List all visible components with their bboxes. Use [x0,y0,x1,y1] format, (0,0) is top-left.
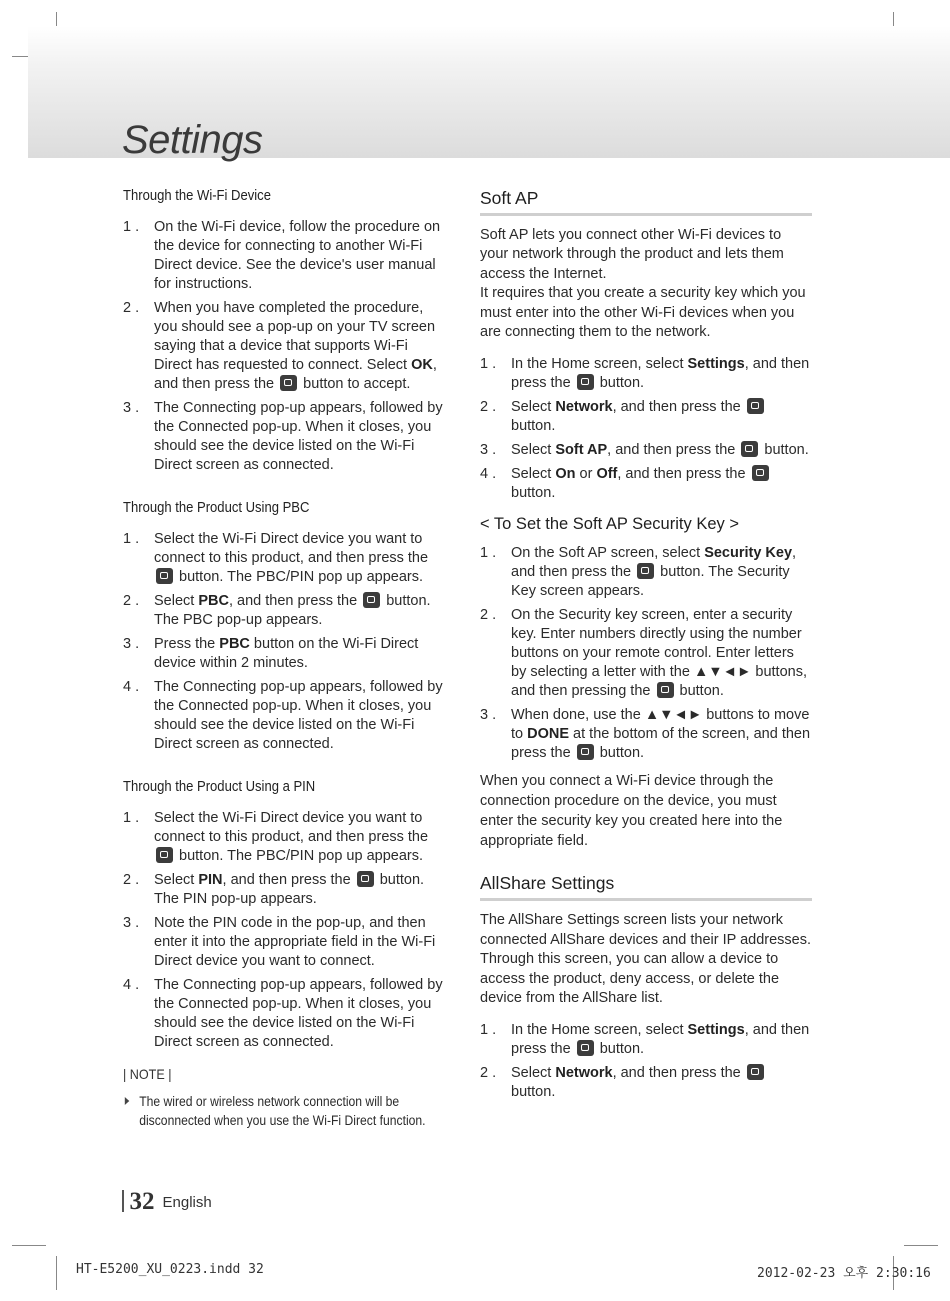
list-item [480,398,812,436]
step-text: Select the Wi-Fi Direct device you want to connect to this product, and then press the [154,810,429,845]
crop-mark [12,1245,46,1246]
step-number: 3 . [123,400,140,416]
note [123,1092,463,1130]
list-item [123,530,449,587]
step-text: , and then press the [154,357,437,392]
list-item [480,441,812,460]
paragraph: When you connect a Wi-Fi device through the connection procedure on the device, you must enter the security key you created here into the appropriate field. [480,773,783,850]
step-number: 1 . [480,1022,497,1039]
step-text: button. The PBC pop-up appears. [154,593,431,628]
keyword: On [555,466,576,483]
list-item [480,1021,812,1059]
keyword: Soft AP [555,442,608,459]
step-text: button. The Security Key screen appears. [511,564,790,600]
step-text: button to accept. [299,376,411,392]
step-text: , and then press the [511,356,810,392]
step-number: 1 . [123,219,140,235]
enter-button-icon [357,871,374,887]
subsection-heading: < To Set the Soft AP Security Key > [480,515,739,534]
enter-button-icon [156,847,173,863]
keyword: PBC [198,593,229,609]
step-text: , and then press the [222,872,355,888]
keyword: Settings [687,356,745,373]
step-number: 1 . [480,545,497,562]
step-number: 4 . [480,466,497,483]
list-item [123,976,449,1052]
paragraph: The AllShare Settings screen lists your network connected AllShare devices and their IP addresses. Through this screen, you can allow a device to access the product, deny access, or delete the device from the AllShare list. [480,912,812,1007]
step-text: The Connecting pop-up appears, followed by the Connected pop-up. When it closes, you should see the device listed on the Wi-Fi Direct screen as connected. [154,679,443,752]
step-number: 4 . [123,977,140,993]
step-number: 2 . [480,1065,497,1082]
right-column [480,188,812,1107]
step-text: Select [511,399,556,416]
list-item [480,355,812,393]
keyword: Off [596,466,618,483]
section-heading: Through the Wi-Fi Device [123,188,271,204]
step-text: On the Wi-Fi device, follow the procedure on the device for connecting to another Wi-Fi Direct device. See the device's user manual for instructions. [154,219,441,292]
step-text: button. The PBC/PIN pop up appears. [175,569,424,585]
enter-button-icon [577,374,594,390]
step-text: When done, use the ▲▼◄► buttons to move to [511,707,810,743]
list-item [480,1064,812,1102]
step-text: In the Home screen, select [511,1022,688,1039]
step-text: button. [511,485,556,502]
step-text: button on the Wi-Fi Direct device within 2 minutes. [154,636,419,671]
enter-button-icon [747,398,764,414]
step-number: 2 . [480,607,497,624]
step-text: , and then press the [511,1022,810,1058]
step-text: button. [760,442,809,459]
step-text: Press the [154,636,220,652]
list-item [123,809,449,866]
keyword: Network [555,399,613,416]
list-item [123,592,449,630]
step-text: Select [511,1065,556,1082]
step-number: 2 . [123,300,140,316]
section-heading: AllShare Settings [480,873,812,901]
step-number: 2 . [123,593,140,609]
note-text: The wired or wireless network connection will be disconnected when you use the Wi-Fi Direct function. [139,1094,426,1128]
enter-button-icon [577,1040,594,1056]
section-heading: Through the Product Using a PIN [123,779,316,795]
step-text: Select [511,442,556,459]
list-item [480,465,812,503]
step-number: 3 . [123,915,140,931]
step-number: 2 . [480,399,497,416]
list-item [123,635,449,673]
footer-timestamp: 2012-02-23 오후 2:30:16 [757,1266,931,1281]
step-text: Select the Wi-Fi Direct device you want to connect to this product, and then press the [154,531,429,566]
step-text: at the bottom of the screen, and then press the [511,726,811,762]
step-list [123,809,449,1052]
enter-button-icon [156,568,173,584]
list-item [123,399,449,475]
step-text: Note the PIN code in the pop-up, and then enter it into the appropriate field in the Wi-Fi Direct device you want to connect. [154,915,436,969]
page-language: English [162,1194,212,1211]
step-text: button. [511,1084,556,1101]
footer-file: HT-E5200_XU_0223.indd 32 [76,1262,264,1277]
keyword: OK [411,357,433,373]
step-text: The Connecting pop-up appears, followed by the Connected pop-up. When it closes, you should see the device listed on the Wi-Fi Direct screen as connected. [154,977,443,1050]
step-number: 1 . [123,810,140,826]
step-number: 4 . [123,679,140,695]
step-text: button. [595,375,645,392]
step-text: button. The PIN pop-up appears. [154,872,425,907]
note-heading: | NOTE | [123,1066,172,1082]
step-text: On the Soft AP screen, select [511,545,705,562]
list-item [123,678,449,754]
note-arrow-icon [125,1097,130,1105]
enter-button-icon [577,744,594,760]
step-text: , and then press the [511,545,797,581]
step-text: When you have completed the procedure, you should see a pop-up on your TV screen saying that a device that supports Wi-Fi Direct has requested to connect. Select [154,300,436,373]
step-number: 3 . [123,636,140,652]
page-title: Settings [122,118,263,162]
list-item [123,871,449,909]
step-text: button. [595,745,645,762]
enter-button-icon [637,563,654,579]
step-list [123,218,449,475]
step-number: 3 . [480,442,497,459]
list-item [123,218,449,294]
keyword: Network [555,1065,613,1082]
enter-button-icon [752,465,769,481]
keyword: Settings [687,1022,745,1039]
keyword: PBC [219,636,250,652]
enter-button-icon [280,375,297,391]
step-text: , and then press the [612,399,745,416]
page-number-bar [122,1190,124,1212]
step-text: button. [511,418,556,435]
step-list [480,544,812,763]
keyword: PIN [198,872,223,888]
step-text: button. [675,683,724,700]
step-number: 1 . [480,356,497,373]
step-list [123,530,449,754]
paragraph-text: Soft AP lets you connect other Wi-Fi devices to your network through the product and lets them access the Internet. [480,227,784,282]
enter-button-icon [747,1064,764,1080]
paragraph [480,226,812,342]
section-heading: Through the Product Using PBC [123,500,310,516]
step-number: 1 . [123,531,140,547]
page-number-value: 32 [129,1188,155,1215]
page-number [122,1188,212,1216]
left-column [123,188,449,1130]
step-text: or [575,466,597,483]
list-item [123,299,449,394]
step-text: In the Home screen, select [511,356,688,373]
step-text: Select [154,593,199,609]
step-number: 3 . [480,707,497,724]
step-list [480,1021,812,1102]
list-item [480,606,812,701]
crop-mark [904,1245,938,1246]
step-text: button. The PBC/PIN pop up appears. [175,848,424,864]
step-text: Select [511,466,556,483]
step-text: , and then press the [607,442,740,459]
keyword: DONE [527,726,570,743]
step-text: button. [595,1041,645,1058]
enter-button-icon [363,592,380,608]
list-item [480,706,812,763]
section-heading: Soft AP [480,188,812,216]
crop-mark [56,1256,57,1290]
list-item [123,914,449,971]
list-item [480,544,812,601]
step-text: The Connecting pop-up appears, followed by the Connected pop-up. When it closes, you should see the device listed on the Wi-Fi Direct screen as connected. [154,400,443,473]
step-text: , and then press the [617,466,750,483]
keyword: Security Key [704,545,793,562]
step-number: 2 . [123,872,140,888]
step-text: , and then press the [228,593,362,609]
step-text: On the Security key screen, enter a security key. Enter numbers directly using the number buttons on your remote control. Enter letters by selecting a letter with the ▲▼◄► buttons, and then pressing the [511,607,807,700]
step-text: , and then press the [612,1065,745,1082]
step-text: Select [154,872,199,888]
step-list [480,355,812,503]
paragraph-text: It requires that you create a security key which you must enter into the other Wi-Fi devices when you are connecting them to the network. [480,285,806,341]
enter-button-icon [741,441,758,457]
enter-button-icon [657,682,674,698]
